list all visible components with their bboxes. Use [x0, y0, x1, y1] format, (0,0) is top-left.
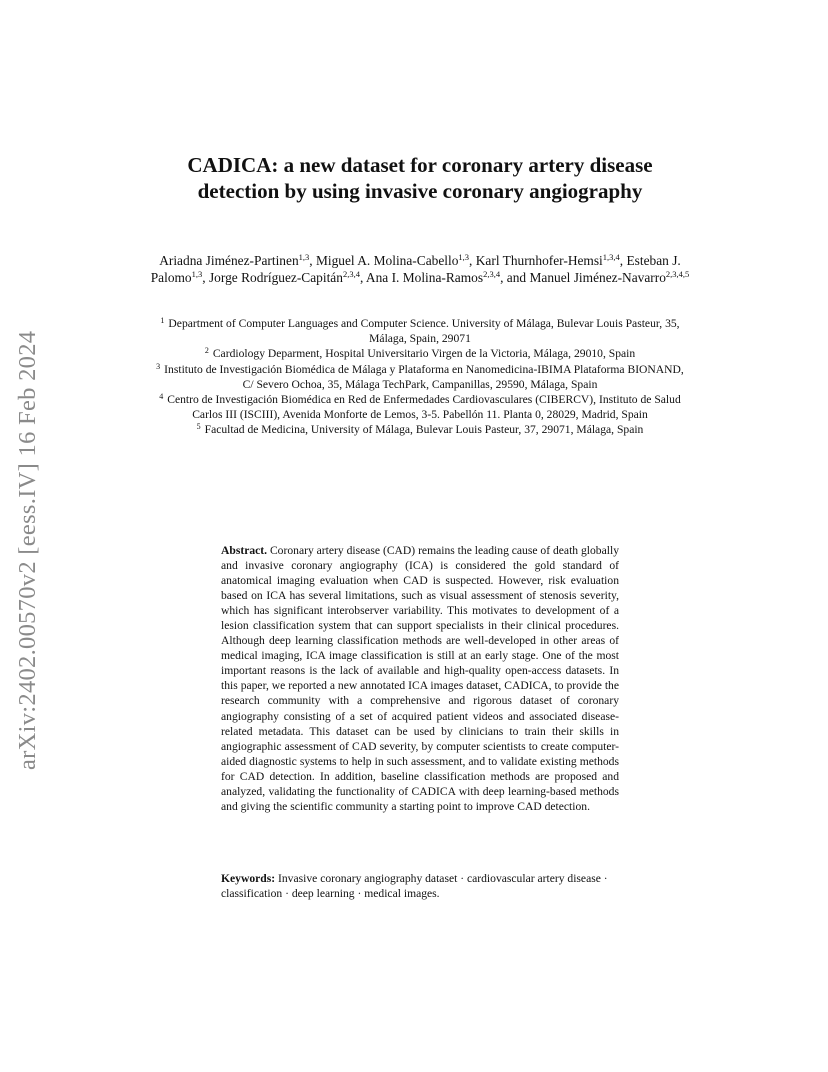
affiliation-list — [150, 316, 690, 438]
author: Ariadna Jiménez-Partinen$^{1,3}$, — [159, 252, 316, 268]
author: Karl Thurnhofer-Hemsi$^{1,3,4}$, — [475, 252, 627, 268]
author: Ana I. Molina-Ramos$^{2,3,4}$, and — [365, 269, 530, 286]
affiliation: $^2$ Cardiology Deparment, Hospital Universitario Virgen de la Victoria, Málaga, 29010, Spain — [204, 346, 636, 361]
abstract — [221, 543, 619, 814]
author: Miguel A. Molina-Cabello$^{1,3}$, — [315, 252, 476, 268]
paper-title: CADICA: a new dataset for coronary artery disease detection by using invasive coronary angiography — [187, 153, 653, 203]
affiliation: $^1$ Department of Computer Languages and Computer Science. University of Málaga, Bulevar Louis Pasteur, 35, Málaga, Spain, 29071 — [160, 316, 680, 346]
abstract-label: Abstract. — [221, 544, 268, 557]
author: Manuel Jiménez-Navarro$^{2,3,4,5}$ — [529, 269, 690, 286]
affiliation: $^4$ Centro de Investigación Biomédica en Red de Enfermedades Cardiovasculares (CIBERCV), Instituto de Salud Carlos III (ISCIII), Avenida Monforte de Lemos, 3-5. Pabellón 11. Planta 0, 28029, Madrid, Spain — [159, 392, 681, 422]
affiliation: $^5$ Facultad de Medicina, University of Málaga, Bulevar Louis Pasteur, 37, 29071, Málaga, Spain — [196, 422, 644, 437]
arxiv-identifier: arXiv:2402.00570v2 [eess.IV] 16 Feb 2024 — [14, 330, 41, 770]
affiliation: $^3$ Instituto de Investigación Biomédica de Málaga y Plataforma en Nanomedicina-IBIMA Plataforma BIONAND, C/ Severo Ochoa, 35, Málaga TechPark, Campanillas, 29590, Málaga, Spain — [156, 361, 684, 391]
keywords-text: Invasive coronary angiography dataset · cardiovascular artery disease · classification · deep learning · medical images. — [221, 872, 608, 901]
abstract-text: Coronary artery disease (CAD) remains the leading cause of death globally and invasive coronary angiography (ICA) is considered the gold standard of anatomical imaging evaluation when CAD is suspected. However, risk evaluation based on ICA has several limitations, such as visual assessment of stenosis severity, which has significant interobserver variability. This motivates to development of a lesion classification system that can support specialists in their clinical procedures. Although deep learning classification methods are well-developed in other areas of medical imaging, ICA image classification is still at an early stage. One of the most important reasons is the lack of available and high-quality open-access datasets. In this paper, we reported a new annotated ICA images dataset, CADICA, to provide the research community with a comprehensive and rigorous dataset of coronary angiography consisting of a set of acquired patient videos and associated disease-related metadata. This dataset can be used by clinicians to train their skills in angiographic assessment of CAD severity, by computer scientists to create computer-aided diagnostic systems to help in such assessment, and to validate existing methods for CAD detection. In addition, baseline classification methods are proposed and analyzed, validating the functionality of CADICA with deep learning-based methods and giving the scientific community a starting point to improve CAD detection. — [221, 544, 619, 813]
keywords-label: Keywords: — [221, 872, 276, 885]
author-list — [150, 252, 690, 287]
keywords — [221, 871, 619, 901]
author: Esteban J. Palomo$^{1,3}$, — [150, 253, 681, 286]
author: Jorge Rodríguez-Capitán$^{2,3,4}$, — [208, 269, 366, 286]
